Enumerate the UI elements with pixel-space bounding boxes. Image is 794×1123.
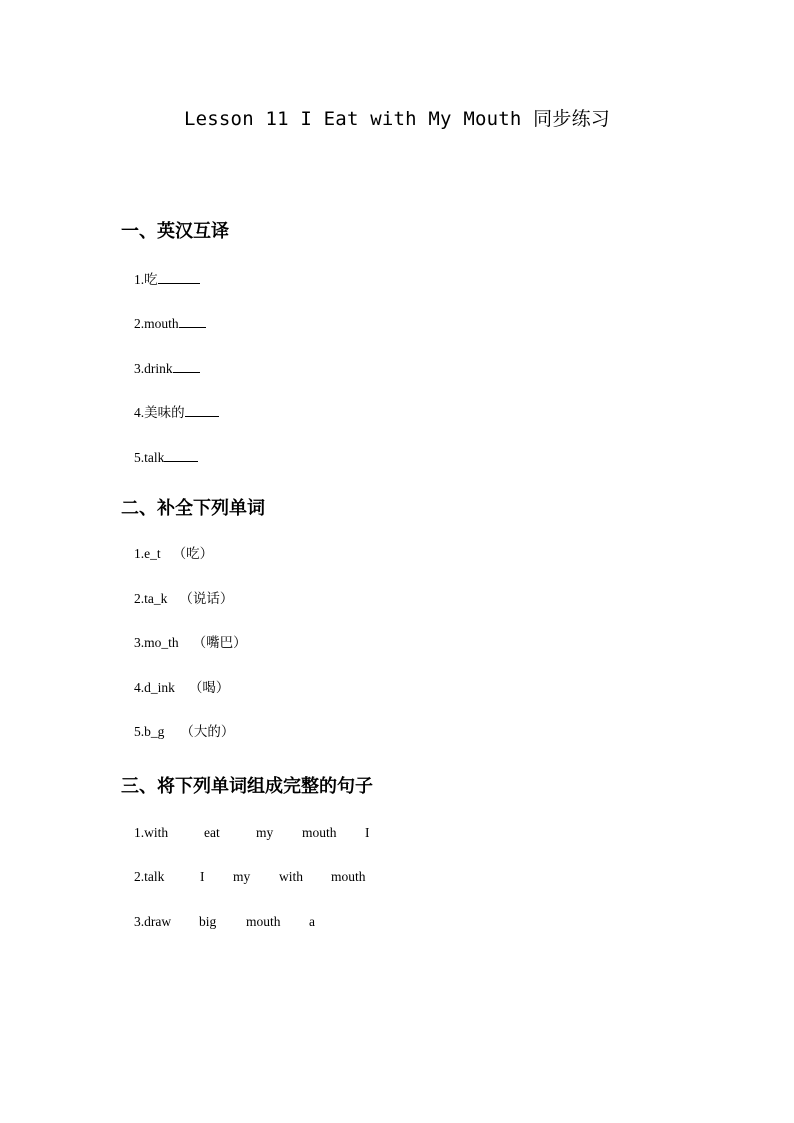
word: I [365, 825, 370, 840]
word: my [233, 869, 251, 884]
word: I [200, 869, 205, 884]
section-heading-complete-words: 二、补全下列单词 [121, 498, 265, 519]
answer-blank [173, 360, 200, 373]
complete-word-item [134, 681, 229, 695]
word: mouth [246, 914, 281, 929]
answer-blank [158, 271, 200, 284]
word: with [279, 869, 304, 884]
answer-blank [179, 315, 206, 328]
item-number: 1. [134, 272, 145, 287]
complete-word-item [134, 592, 233, 606]
item-text: 2.ta_k [134, 591, 168, 606]
word: a [309, 914, 315, 929]
item-hint: （嘴巴） [192, 635, 247, 650]
item-number: 3. [134, 361, 145, 376]
word: mouth [331, 869, 366, 884]
word: 1.with [134, 825, 169, 840]
item-text: drink [144, 361, 173, 376]
word: my [256, 825, 274, 840]
item-hint: （喝） [188, 680, 230, 695]
word: 3.draw [134, 914, 172, 929]
page-title: Lesson 11 I Eat with My Mouth 同步练习 [184, 108, 610, 130]
item-text: 美味的 [144, 405, 185, 420]
item-text: 吃 [144, 272, 158, 287]
word: mouth [302, 825, 337, 840]
translation-item [134, 315, 206, 331]
section-heading-sentence-building: 三、将下列单词组成完整的句子 [121, 776, 373, 797]
item-number: 2. [134, 316, 145, 331]
item-text: 5.b_g [134, 724, 165, 739]
item-text: 3.mo_th [134, 635, 179, 650]
complete-word-item [134, 636, 247, 650]
word: eat [204, 825, 220, 840]
answer-blank [185, 404, 219, 417]
item-number: 5. [134, 450, 145, 465]
item-number: 4. [134, 405, 145, 420]
item-text: 1.e_t [134, 546, 161, 561]
item-text: talk [144, 450, 165, 465]
answer-blank [164, 449, 198, 462]
translation-item [134, 449, 198, 465]
complete-word-item [134, 547, 213, 561]
translation-item [134, 271, 200, 287]
section-heading-translation: 一、英汉互译 [121, 221, 229, 242]
translation-item [134, 404, 219, 420]
word: big [199, 914, 217, 929]
item-hint: （大的） [180, 724, 235, 739]
item-text: 4.d_ink [134, 680, 175, 695]
complete-word-item [134, 725, 234, 739]
word: 2.talk [134, 869, 165, 884]
item-text: mouth [144, 316, 179, 331]
item-hint: （吃） [172, 546, 214, 561]
item-hint: （说话） [179, 591, 234, 606]
translation-item [134, 360, 200, 376]
